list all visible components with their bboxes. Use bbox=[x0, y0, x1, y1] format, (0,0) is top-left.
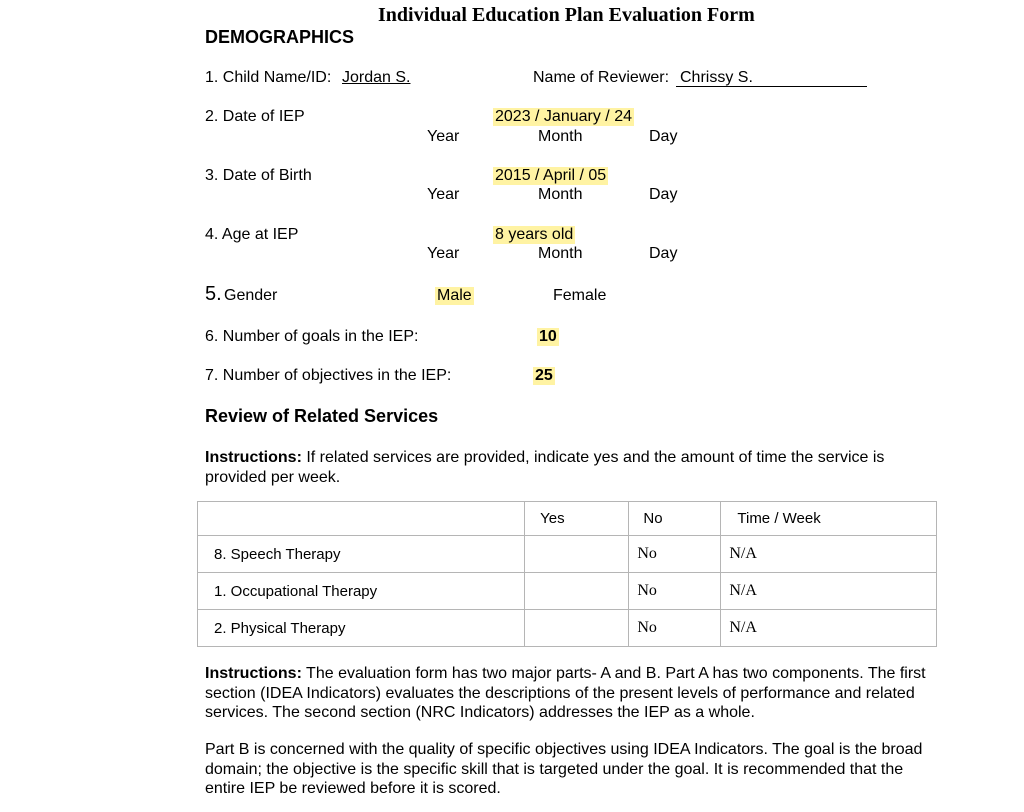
goals-count-value[interactable]: 10 bbox=[539, 328, 557, 345]
date-of-iep-day-label: Day bbox=[649, 128, 678, 145]
reviewer-value[interactable]: Chrissy S. bbox=[680, 69, 753, 86]
goals-count-label: 6. Number of goals in the IEP: bbox=[205, 328, 419, 345]
reviewer-label: Name of Reviewer: bbox=[533, 69, 670, 86]
table-row-physical-therapy bbox=[198, 610, 937, 647]
demographics-heading: DEMOGRAPHICS bbox=[205, 27, 355, 47]
age-at-iep-value[interactable]: 8 years old bbox=[495, 226, 574, 243]
gender-label: Gender bbox=[224, 287, 278, 304]
related-services-heading: Review of Related Services bbox=[205, 406, 439, 426]
column-header-yes: Yes bbox=[525, 502, 629, 536]
age-at-iep-year-label: Year bbox=[427, 245, 460, 262]
yes-cell[interactable] bbox=[525, 610, 629, 647]
instructions-text: If related services are provided, indicate yes and the amount of time the service is provided per week. bbox=[205, 449, 885, 486]
no-cell[interactable]: No bbox=[629, 573, 721, 610]
date-of-birth-value[interactable]: 2015 / April / 05 bbox=[495, 167, 607, 184]
instructions-bold-label: Instructions: bbox=[205, 449, 302, 466]
date-of-birth-year-label: Year bbox=[427, 186, 460, 203]
column-header-time-week: Time / Week bbox=[721, 502, 937, 536]
gender-number: 5. bbox=[205, 283, 222, 305]
gender-option-male[interactable]: Male bbox=[437, 287, 472, 304]
service-name-cell: 8. Speech Therapy bbox=[198, 536, 525, 573]
column-header-service bbox=[198, 502, 525, 536]
date-of-iep-year-label: Year bbox=[427, 128, 460, 145]
no-cell[interactable]: No bbox=[629, 536, 721, 573]
instructions-text: The evaluation form has two major parts- A and B. Part A has two components. The first section (IDEA Indicators) evaluates the descriptions of the present levels of performance and related services. The second section (NRC Indicators) addresses the IEP as a whole. bbox=[205, 665, 926, 721]
time-week-cell[interactable]: N/A bbox=[721, 536, 937, 573]
no-cell[interactable]: No bbox=[629, 610, 721, 647]
date-of-birth-day-label: Day bbox=[649, 186, 678, 203]
service-name-cell: 2. Physical Therapy bbox=[198, 610, 525, 647]
form-instructions bbox=[205, 664, 935, 723]
date-of-birth-label: 3. Date of Birth bbox=[205, 167, 312, 184]
date-of-iep-month-label: Month bbox=[538, 128, 583, 145]
time-week-cell[interactable]: N/A bbox=[721, 573, 937, 610]
table-row-speech-therapy bbox=[198, 536, 937, 573]
reviewer-underline bbox=[676, 86, 867, 87]
table-row-occupational-therapy bbox=[198, 573, 937, 610]
gender-option-female[interactable]: Female bbox=[553, 287, 607, 304]
related-services-instructions bbox=[205, 448, 935, 487]
instructions-bold-label: Instructions: bbox=[205, 665, 302, 682]
age-at-iep-day-label: Day bbox=[649, 245, 678, 262]
child-name-value[interactable]: Jordan S. bbox=[342, 69, 411, 86]
part-b-description: Part B is concerned with the quality of specific objectives using IDEA Indicators. The goal is the broad domain; the objective is the specific skill that is targeted under the goal. It is recommended that the entire IEP be reviewed before it is scored. bbox=[205, 741, 923, 797]
child-name-label: 1. Child Name/ID: bbox=[205, 69, 332, 86]
yes-cell[interactable] bbox=[525, 573, 629, 610]
date-of-iep-label: 2. Date of IEP bbox=[205, 108, 305, 125]
objectives-count-value[interactable]: 25 bbox=[535, 367, 553, 384]
column-header-no: No bbox=[629, 502, 721, 536]
date-of-birth-month-label: Month bbox=[538, 186, 583, 203]
service-name-cell: 1. Occupational Therapy bbox=[198, 573, 525, 610]
age-at-iep-month-label: Month bbox=[538, 245, 583, 262]
objectives-count-label: 7. Number of objectives in the IEP: bbox=[205, 367, 452, 384]
related-services-table bbox=[197, 501, 937, 647]
time-week-cell[interactable]: N/A bbox=[721, 610, 937, 647]
age-at-iep-label: 4. Age at IEP bbox=[205, 226, 299, 243]
yes-cell[interactable] bbox=[525, 536, 629, 573]
table-header-row bbox=[198, 502, 937, 536]
form-title: Individual Education Plan Evaluation Form bbox=[378, 4, 755, 26]
date-of-iep-value[interactable]: 2023 / January / 24 bbox=[495, 108, 632, 125]
